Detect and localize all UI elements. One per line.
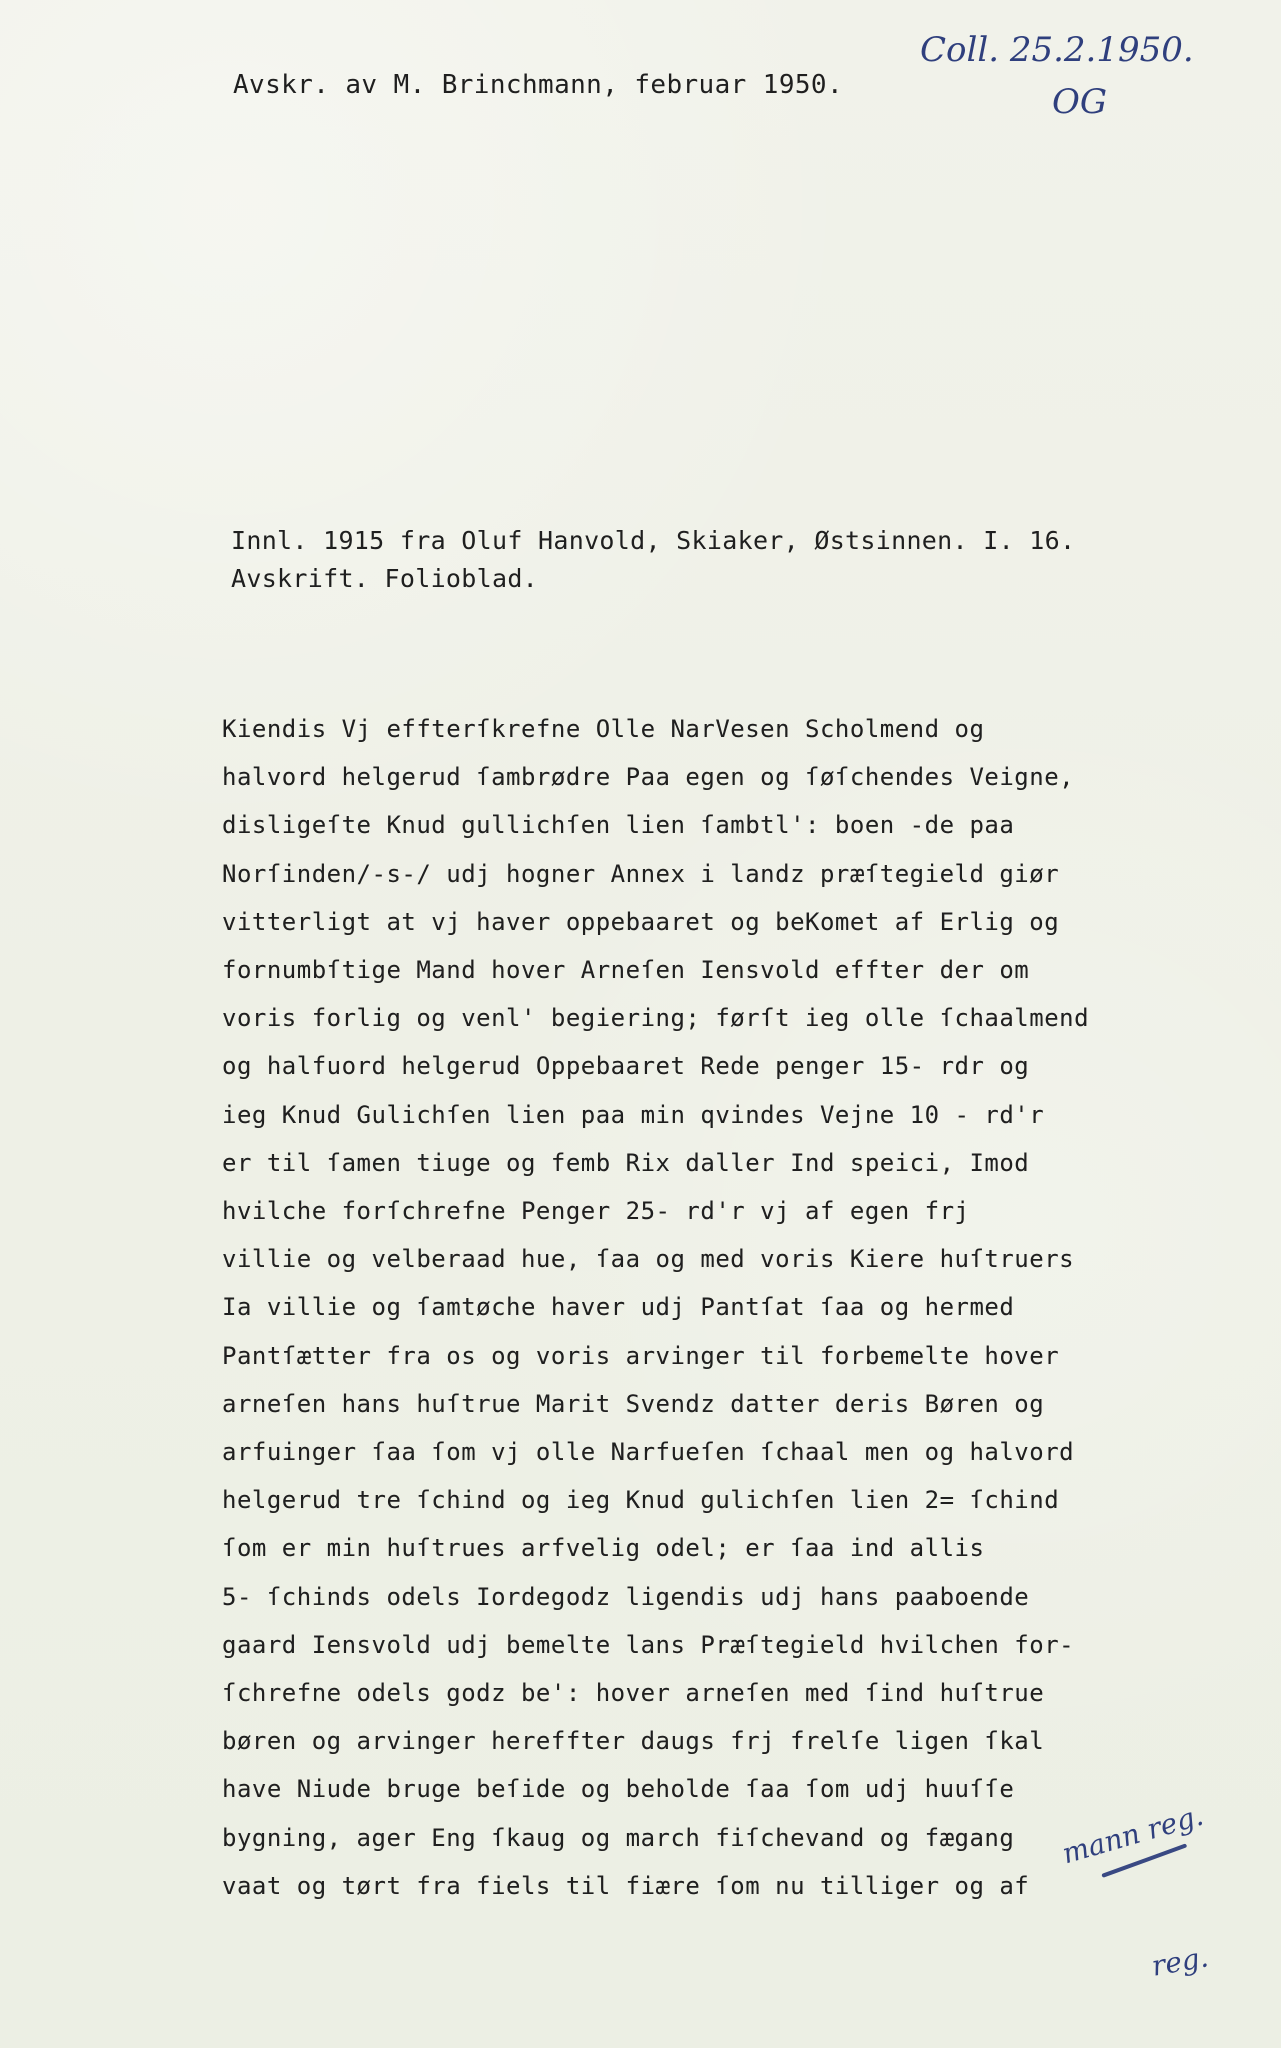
- body-line-1: Kiendis Vj effterſkrefne Olle NarVesen Scholmend og: [222, 715, 985, 743]
- body-line-6: fornumbſtige Mand hover Arneſen Iensvold effter der om: [222, 956, 1030, 985]
- body-line-9: ieg Knud Gulichſen lien paa min qvindes Vejne 10 - rd'r: [222, 1100, 1045, 1129]
- body-line-19: 5- ſchinds odels Iordegodz ligendis udj hans paaboende: [222, 1582, 1030, 1611]
- body-line-15: arneſen hans huſtrue Marit Svendz datter deris Børen og: [222, 1389, 1045, 1418]
- transcription-note: Avskr. av M. Brinchmann, februar 1950.: [233, 70, 844, 100]
- body-line-7: voris forlig og venl' begiering; førſt ieg olle ſchaalmend: [222, 1004, 1090, 1033]
- body-line-17: helgerud tre ſchind og ieg Knud gulichſen lien 2= ſchind: [222, 1486, 1060, 1515]
- document-body: [222, 705, 1152, 1910]
- handwritten-collation-note: Coll. 25.2.1950.: [920, 30, 1194, 70]
- handwritten-side-note: mann reg.: [1058, 1798, 1207, 1871]
- body-line-16: arfuinger ſaa ſom vj olle Narfueſen ſchaal men og halvord: [222, 1438, 1075, 1467]
- handwritten-initials: OG: [1052, 82, 1108, 122]
- body-line-5: vitterligt at vj haver oppebaaret og beKomet af Erlig og: [222, 907, 1060, 936]
- body-line-13: Ia villie og ſamtøche haver udj Pantſat ſaa og hermed: [222, 1293, 1015, 1322]
- body-line-10: er til ſamen tiuge og femb Rix daller Ind speici, Imod: [222, 1148, 1030, 1177]
- body-line-8: og halfuord helgerud Oppebaaret Rede penger 15- rdr og: [222, 1052, 1030, 1081]
- body-line-18: ſom er min huſtrues arfvelig odel; er ſaa ind allis: [222, 1534, 985, 1563]
- intro-line-1: Innl. 1915 fra Oluf Hanvold, Skiaker, Østsinnen. I. 16.: [231, 526, 1076, 555]
- body-line-11: hvilche forſchrefne Penger 25- rd'r vj af egen frj: [222, 1197, 970, 1226]
- body-line-24: bygning, ager Eng ſkaug og march fiſchevand og fægang: [222, 1823, 1015, 1852]
- source-intro: [231, 522, 1131, 598]
- body-line-12: villie og velberaad hue, ſaa og med voris Kiere huſtruers: [222, 1245, 1075, 1274]
- body-line-25: vaat og tørt fra fiels til fiære ſom nu tilliger og af: [222, 1871, 1030, 1900]
- body-line-22: børen og arvinger hereffter daugs frj frelſe ligen ſkal: [222, 1727, 1045, 1756]
- body-line-14: Pantſætter fra os og voris arvinger til forbemelte hover: [222, 1341, 1060, 1370]
- handwritten-reg-note: reg.: [1149, 1940, 1211, 1983]
- body-line-4: Norſinden/-s-/ udj hogner Annex i landz præſtegield giør: [222, 859, 1060, 888]
- body-line-23: have Niude bruge beſide og beholde ſaa ſom udj huuſſe: [222, 1775, 1015, 1804]
- intro-line-2: Avskrift. Folioblad.: [231, 564, 539, 593]
- body-line-21: ſchrefne odels godz be': hover arneſen med ſind huſtrue: [222, 1679, 1045, 1708]
- body-line-20: gaard Iensvold udj bemelte lans Præſtegield hvilchen for-: [222, 1630, 1075, 1659]
- body-line-3: disligeſte Knud gullichſen lien ſambtl': boen -de paa: [222, 811, 1015, 840]
- body-line-2: halvord helgerud ſambrødre Paa egen og ſøſchendes Veigne,: [222, 763, 1075, 792]
